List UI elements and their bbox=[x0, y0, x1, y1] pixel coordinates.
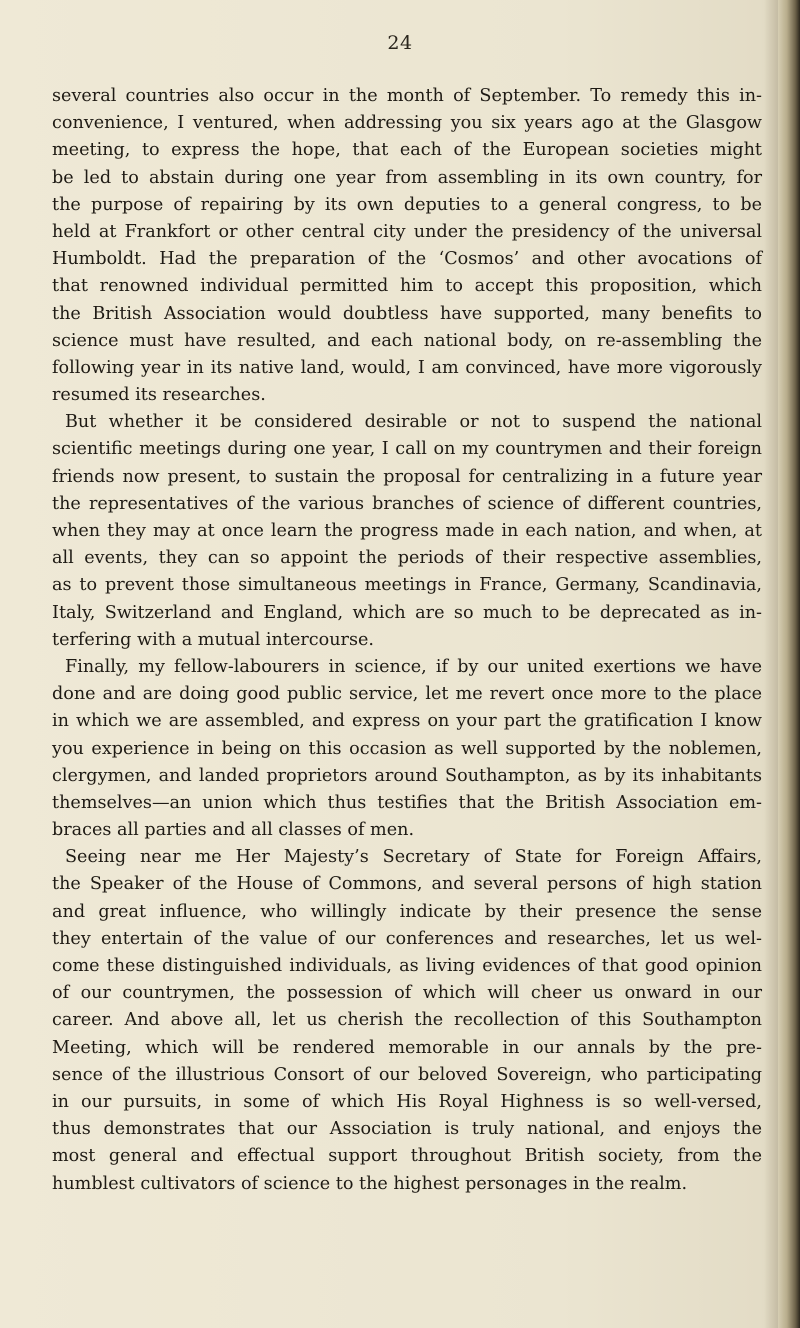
text-line: they entertain of the value of our conferences and researches, let us wel- bbox=[52, 928, 762, 949]
binding-shadow bbox=[764, 0, 778, 1328]
text-line: in our pursuits, in some of which His Royal Highness is so well-versed, bbox=[52, 1091, 762, 1112]
text-line: themselves—an union which thus testifies that the British Association em- bbox=[52, 792, 762, 813]
text-line: Meeting, which will be rendered memorable in our annals by the pre- bbox=[52, 1037, 762, 1058]
text-line: held at Frankfort or other central city under the presidency of the universal bbox=[52, 221, 762, 242]
text-line: and great influence, who willingly indicate by their presence the sense bbox=[52, 901, 762, 922]
text-line: clergymen, and landed proprietors around Southampton, as by its inhabitants bbox=[52, 765, 762, 786]
text-line: thus demonstrates that our Association is truly national, and enjoys the bbox=[52, 1119, 762, 1140]
text-line: meeting, to express the hope, that each of the European societies might bbox=[52, 140, 762, 161]
text-line: But whether it be considered desirable or not to suspend the national bbox=[65, 412, 762, 433]
text-line: terfering with a mutual intercourse. bbox=[52, 629, 374, 650]
body-text bbox=[52, 83, 762, 1198]
text-line: most general and effectual support throughout British society, from the bbox=[52, 1146, 762, 1167]
text-line: Finally, my fellow-labourers in science, if by our united exertions we have bbox=[65, 656, 762, 677]
text-line: several countries also occur in the month of September. To remedy this in- bbox=[52, 86, 762, 106]
text-line: career. And above all, let us cherish the recollection of this Southampton bbox=[52, 1010, 762, 1031]
text-line: in which we are assembled, and express on your part the gratification I know bbox=[52, 711, 762, 732]
text-line: Seeing near me Her Majesty’s Secretary of State for Foreign Affairs, bbox=[65, 847, 762, 868]
text-line: science must have resulted, and each national body, on re-assembling the bbox=[52, 330, 762, 351]
text-line: convenience, I ventured, when addressing you six years ago at the Glasgow bbox=[52, 113, 762, 134]
text-line: you experience in being on this occasion as well supported by the noblemen, bbox=[52, 738, 762, 759]
text-line: of our countrymen, the possession of which will cheer us onward in our bbox=[52, 983, 762, 1004]
text-line: the British Association would doubtless have supported, many benefits to bbox=[52, 303, 762, 324]
text-line: Italy, Switzerland and England, which are so much to be deprecated as in- bbox=[52, 602, 762, 623]
text-line: humblest cultivators of science to the highest personages in the realm. bbox=[52, 1173, 688, 1194]
text-line: that renowned individual permitted him to accept this proposition, which bbox=[52, 276, 762, 297]
page-number: 24 bbox=[387, 32, 413, 54]
text-line: done and are doing good public service, let me revert once more to the place bbox=[52, 684, 762, 705]
text-line: Humboldt. Had the preparation of the ‘Cosmos’ and other avocations of bbox=[52, 249, 762, 270]
text-line: friends now present, to sustain the proposal for centralizing in a future year bbox=[52, 466, 762, 487]
text-line: when they may at once learn the progress made in each nation, and when, at bbox=[52, 521, 762, 541]
text-line: resumed its researches. bbox=[52, 385, 266, 406]
text-line: scientific meetings during one year, I call on my countrymen and their foreign bbox=[52, 439, 762, 460]
text-line: all events, they can so appoint the periods of their respective assemblies, bbox=[52, 548, 762, 569]
text-line: come these distinguished individuals, as living evidences of that good opinion bbox=[52, 956, 762, 976]
text-line: the representatives of the various branches of science of different countries, bbox=[52, 493, 762, 514]
text-line: as to prevent those simultaneous meetings in France, Germany, Scandinavia, bbox=[52, 575, 762, 596]
text-line: be led to abstain during one year from assembling in its own country, for bbox=[52, 167, 762, 188]
book-binding-edge bbox=[778, 0, 800, 1328]
text-line: following year in its native land, would, I am convinced, have more vigorously bbox=[52, 357, 762, 378]
text-line: sence of the illustrious Consort of our beloved Sovereign, who participating bbox=[52, 1064, 762, 1085]
text-line: the Speaker of the House of Commons, and several persons of high station bbox=[52, 874, 762, 895]
text-line: the purpose of repairing by its own deputies to a general congress, to be bbox=[52, 194, 762, 215]
text-line: braces all parties and all classes of men. bbox=[52, 820, 415, 841]
